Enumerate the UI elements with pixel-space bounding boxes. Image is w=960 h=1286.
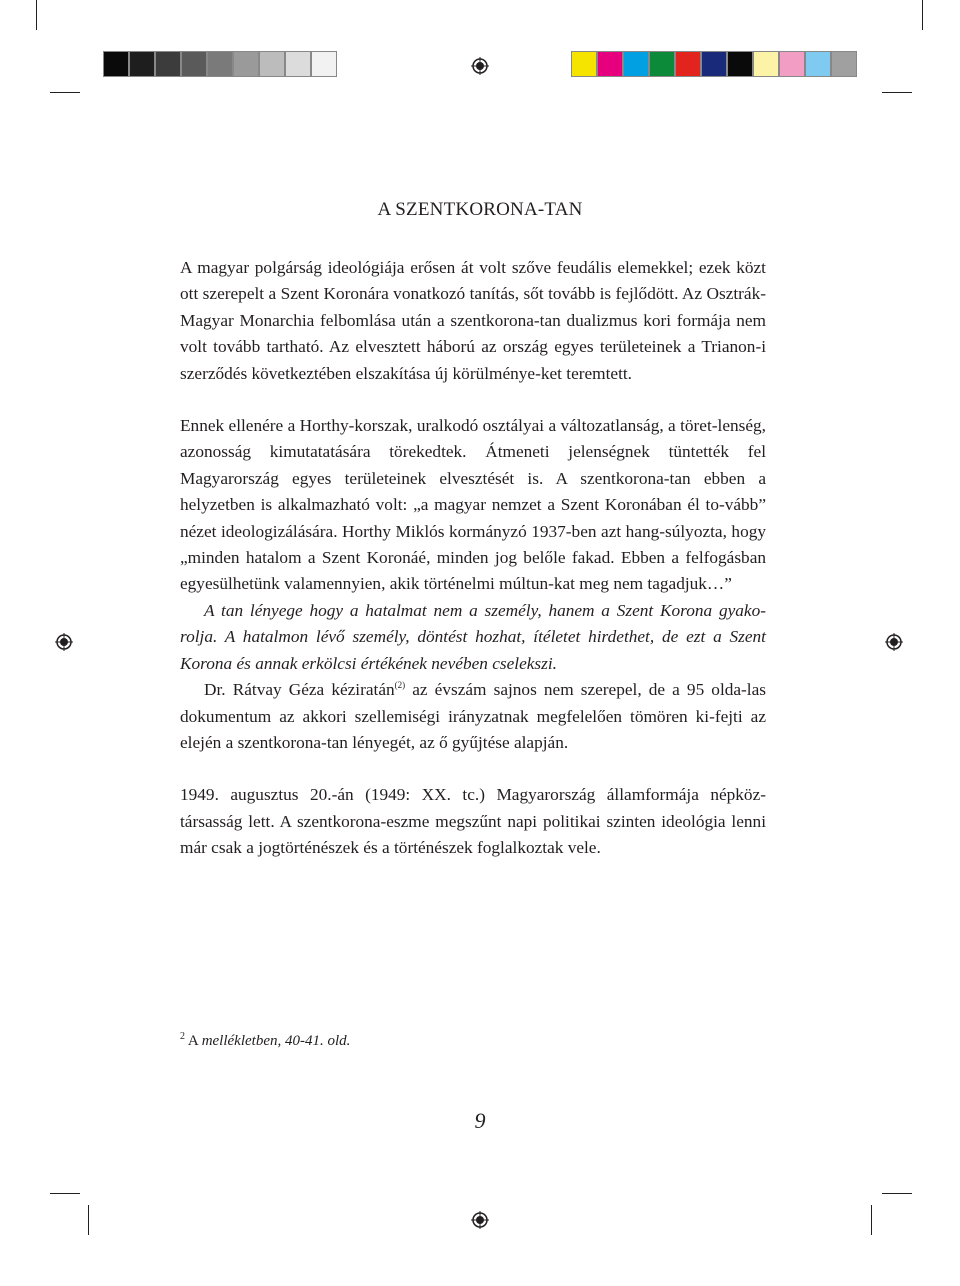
color-swatch xyxy=(155,51,181,77)
crop-mark xyxy=(88,1205,89,1235)
color-bar xyxy=(571,51,857,77)
color-swatch xyxy=(623,51,649,77)
color-swatch xyxy=(779,51,805,77)
color-swatch xyxy=(103,51,129,77)
color-swatch xyxy=(597,51,623,77)
crop-mark xyxy=(50,1193,80,1194)
color-swatch xyxy=(675,51,701,77)
color-swatch xyxy=(727,51,753,77)
footnote xyxy=(180,1033,350,1050)
footnote-text: mellékletben, 40-41. old. xyxy=(201,1033,351,1049)
page-number: 9 xyxy=(474,1108,486,1133)
crop-mark xyxy=(871,1205,872,1235)
paragraph-1: A magyar polgárság ideológiája erősen át volt szőve feudális elemekkel; ezek közt ott szerepelt a Szent Koronára vonatkozó tanítás, sőt tovább is fejlődött. Az Osztrák-Magyar Monarchia felbomlása után a szentkorona-tan dualizmus kori formája nem volt tovább tartható. Az elvesztett háború az ország egyes területeinek a Trianon-i szerződés következtében elszakítása új körülménye-ket teremtett. xyxy=(180,258,766,383)
color-swatch xyxy=(831,51,857,77)
paragraph-4-start: Dr. Rátvay Géza kéziratán xyxy=(204,680,395,700)
registration-mark-icon xyxy=(471,57,489,75)
crop-mark xyxy=(36,0,37,30)
paragraph-2: Ennek ellenére a Horthy-korszak, uralkodó osztályai a változatlanság, a töret-lenség, azonosság kimutatatására törekedtek. Átmeneti jelenségnek tüntették fel Magyarország egyes területeinek elvesztését is. A szentkorona-tan ebben a helyzetben is alkalmazható volt: „a magyar nemzet a Szent Koronában él to-vább” nézet ideologizálására. Horthy Miklós kormányzó 1937-ben azt hang-súlyozta, hogy „minden hatalom a Szent Koronáé, minden jog belőle fakad. Ebben a felfogásban egyesülhetünk valamennyien, akik történelmi múltun-kat meg nem tagadjuk…” xyxy=(180,416,766,594)
paragraph-4-end: az évszám sajnos nem szerepel, de a 95 olda-las dokumentum az akkori szellemiségi irányzatnak megfelelően tömören ki-fejti az elején a szentkorona-tan lényegét, az ő gyűjtése alapján. xyxy=(180,680,767,752)
color-swatch xyxy=(129,51,155,77)
footnote-prefix: A xyxy=(185,1033,202,1049)
paragraph-3-quote: A tan lényege hogy a hatalmat nem a személy, hanem a Szent Korona gyako-rolja. A hatalmon lévő személy, döntést hozhat, ítéletet hirdethet, de ezt a Szent Korona és annak erkölcsi értékének nevében cselekszi. xyxy=(180,600,766,673)
color-swatch xyxy=(259,51,285,77)
chapter-title: A SZENTKORONA-TAN xyxy=(377,199,583,220)
crop-mark xyxy=(50,92,80,93)
color-swatch xyxy=(181,51,207,77)
color-swatch xyxy=(285,51,311,77)
color-swatch xyxy=(805,51,831,77)
color-swatch xyxy=(233,51,259,77)
paragraph-5: 1949. augusztus 20.-án (1949: XX. tc.) Magyarország államformája népköz-társasság lett. A szentkorona-eszme megszűnt napi politikai szinten ideológia lenni már csak a jogtörténészek és a történészek foglalkoztak vele. xyxy=(180,785,766,858)
color-swatch xyxy=(753,51,779,77)
crop-mark xyxy=(882,1193,912,1194)
paragraph-4 xyxy=(180,677,766,756)
grayscale-bar xyxy=(103,51,337,77)
color-swatch xyxy=(571,51,597,77)
color-swatch xyxy=(311,51,337,77)
color-swatch xyxy=(701,51,727,77)
color-swatch xyxy=(649,51,675,77)
registration-mark-icon xyxy=(471,1211,489,1229)
footnote-reference[interactable]: (2) xyxy=(394,680,406,691)
registration-mark-icon xyxy=(885,633,903,651)
registration-mark-icon xyxy=(55,633,73,651)
color-swatch xyxy=(207,51,233,77)
crop-mark xyxy=(922,0,923,30)
crop-mark xyxy=(882,92,912,93)
footnote-number: 2 xyxy=(180,1031,185,1042)
body-text xyxy=(180,255,766,862)
